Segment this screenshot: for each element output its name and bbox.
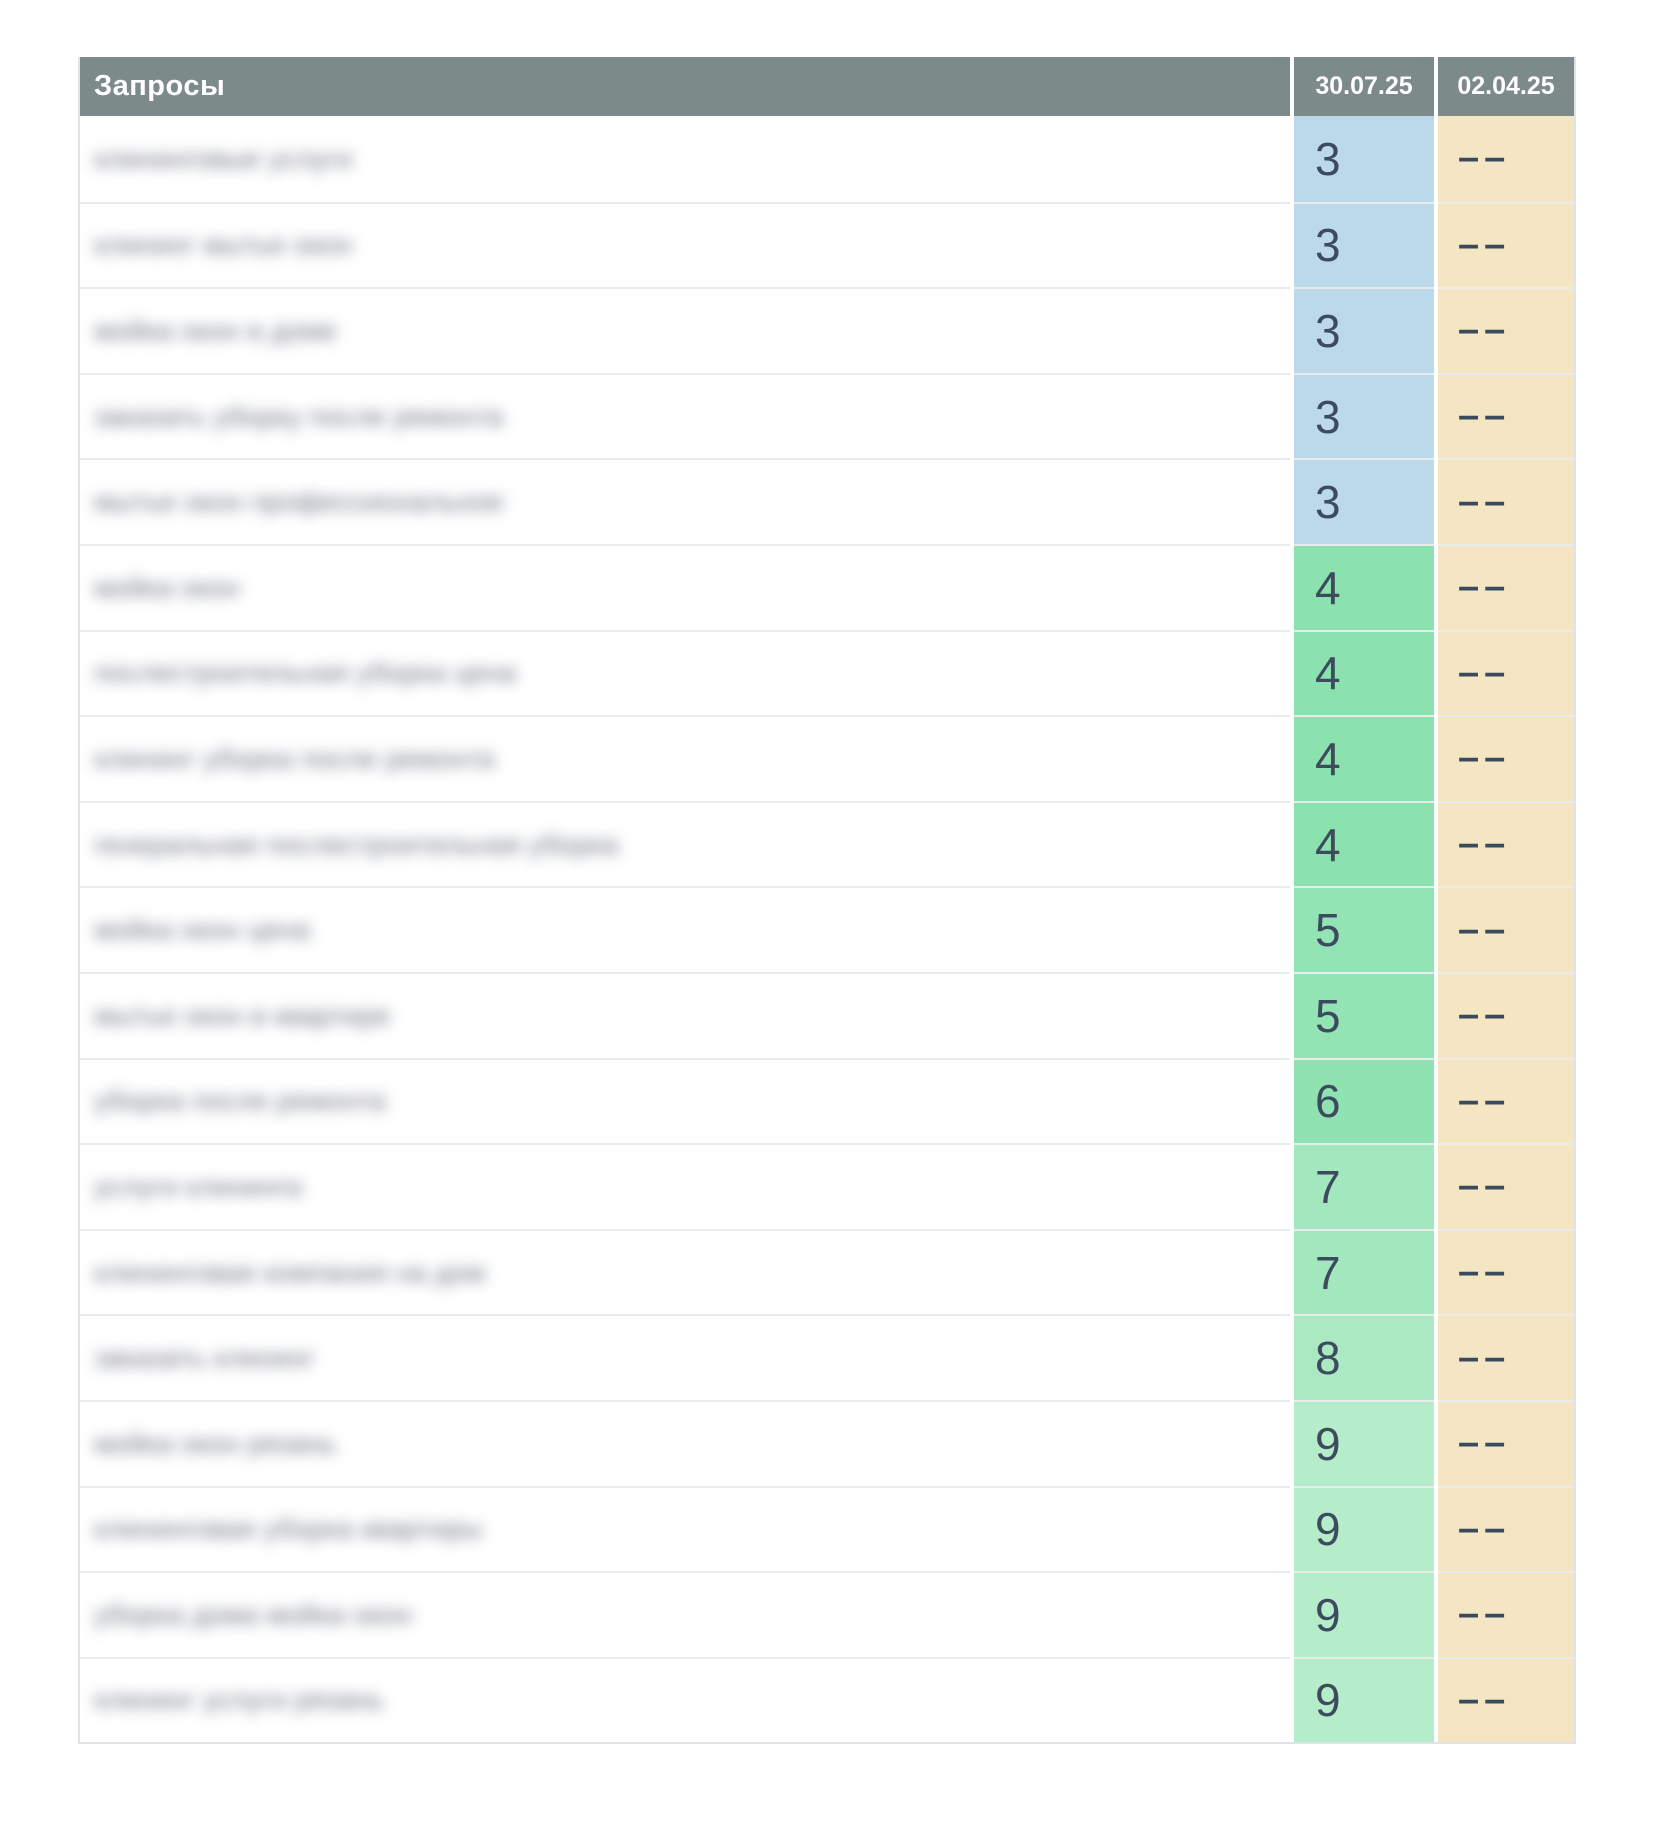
- query-cell: [80, 373, 1290, 459]
- query-cell: [80, 630, 1290, 716]
- table-row: [80, 373, 1574, 459]
- table-row: [80, 116, 1574, 202]
- position-cell-current: [1294, 972, 1434, 1058]
- query-cell: [80, 715, 1290, 801]
- position-cell-current: [1294, 1143, 1434, 1229]
- query-text-blurred: клининговая уборка квартиры: [94, 1513, 483, 1545]
- position-cell-previous: [1438, 972, 1574, 1058]
- table-row: [80, 458, 1574, 544]
- no-data-dashes: ––: [1458, 737, 1511, 780]
- query-text-blurred: клининг уборка после ремонта: [94, 742, 495, 774]
- query-text-blurred: уборка дома мойка окон: [94, 1598, 413, 1630]
- query-text-blurred: клининг услуги рязань: [94, 1684, 384, 1716]
- position-cell-current: [1294, 202, 1434, 288]
- position-cell-current: [1294, 287, 1434, 373]
- position-value: 8: [1315, 1332, 1341, 1385]
- position-value: 3: [1315, 132, 1341, 185]
- position-cell-current: [1294, 1400, 1434, 1486]
- position-cell-current: [1294, 715, 1434, 801]
- position-value: 4: [1315, 561, 1341, 614]
- position-cell-previous: [1438, 630, 1574, 716]
- table-row: [80, 886, 1574, 972]
- queries-column-header: Запросы: [80, 57, 1290, 116]
- position-cell-current: [1294, 630, 1434, 716]
- query-cell: [80, 544, 1290, 630]
- position-cell-previous: [1438, 1229, 1574, 1315]
- position-cell-current: [1294, 1486, 1434, 1572]
- query-text-blurred: уборка после ремонта: [94, 1085, 386, 1117]
- position-cell-previous: [1438, 544, 1574, 630]
- position-cell-current: [1294, 1314, 1434, 1400]
- position-value: 6: [1315, 1075, 1341, 1128]
- position-cell-previous: [1438, 886, 1574, 972]
- table-header: [80, 57, 1574, 116]
- query-cell: [80, 1400, 1290, 1486]
- query-text-blurred: послестроительная уборка цена: [94, 657, 517, 689]
- query-text-blurred: клининг мытье окон: [94, 229, 353, 261]
- table-row: [80, 715, 1574, 801]
- position-cell-previous: [1438, 715, 1574, 801]
- table-row: [80, 1143, 1574, 1229]
- position-cell-current: [1294, 801, 1434, 887]
- position-cell-current: [1294, 373, 1434, 459]
- position-cell-previous: [1438, 1486, 1574, 1572]
- table-body: [80, 116, 1574, 1742]
- table-row: [80, 801, 1574, 887]
- query-text-blurred: мытье окон профессиональное: [94, 486, 504, 518]
- query-cell: [80, 1486, 1290, 1572]
- no-data-dashes: ––: [1458, 309, 1511, 352]
- table-row: [80, 287, 1574, 373]
- table-row: [80, 972, 1574, 1058]
- table-row: [80, 1400, 1574, 1486]
- position-value: 7: [1315, 1160, 1341, 1213]
- query-cell: [80, 202, 1290, 288]
- query-cell: [80, 1571, 1290, 1657]
- query-text-blurred: заказать клининг: [94, 1342, 315, 1374]
- position-cell-previous: [1438, 458, 1574, 544]
- no-data-dashes: ––: [1458, 1165, 1511, 1208]
- table-row: [80, 1314, 1574, 1400]
- position-value: 9: [1315, 1588, 1341, 1641]
- query-text-blurred: мойка окон цена: [94, 914, 310, 946]
- query-cell: [80, 1143, 1290, 1229]
- position-cell-previous: [1438, 801, 1574, 887]
- position-value: 7: [1315, 1246, 1341, 1299]
- no-data-dashes: ––: [1458, 395, 1511, 438]
- position-cell-current: [1294, 1657, 1434, 1743]
- query-text-blurred: генеральная послестроительная уборка: [94, 828, 619, 860]
- no-data-dashes: ––: [1458, 223, 1511, 266]
- position-cell-previous: [1438, 1143, 1574, 1229]
- query-cell: [80, 287, 1290, 373]
- no-data-dashes: ––: [1458, 566, 1511, 609]
- table-row: [80, 202, 1574, 288]
- date-column-header-current: 30.07.25: [1294, 57, 1434, 116]
- query-text-blurred: заказать уборку после ремонта: [94, 400, 504, 432]
- position-cell-current: [1294, 458, 1434, 544]
- no-data-dashes: ––: [1458, 1507, 1511, 1550]
- position-cell-previous: [1438, 1400, 1574, 1486]
- position-value: 9: [1315, 1503, 1341, 1556]
- query-text-blurred: мойка окон рязань: [94, 1427, 337, 1459]
- position-cell-current: [1294, 1229, 1434, 1315]
- query-text-blurred: мытье окон в квартире: [94, 999, 391, 1031]
- table-row: [80, 544, 1574, 630]
- table-row: [80, 1657, 1574, 1743]
- position-value: 4: [1315, 732, 1341, 785]
- position-value: 4: [1315, 818, 1341, 871]
- table-row: [80, 1058, 1574, 1144]
- position-value: 5: [1315, 989, 1341, 1042]
- position-cell-previous: [1438, 1571, 1574, 1657]
- position-value: 5: [1315, 904, 1341, 957]
- no-data-dashes: ––: [1458, 1422, 1511, 1465]
- position-value: 3: [1315, 390, 1341, 443]
- no-data-dashes: ––: [1458, 1678, 1511, 1721]
- position-cell-previous: [1438, 287, 1574, 373]
- position-cell-current: [1294, 1058, 1434, 1144]
- no-data-dashes: ––: [1458, 1251, 1511, 1294]
- no-data-dashes: ––: [1458, 908, 1511, 951]
- query-text-blurred: мойка окон: [94, 571, 240, 603]
- position-value: 4: [1315, 647, 1341, 700]
- position-cell-current: [1294, 544, 1434, 630]
- position-cell-current: [1294, 886, 1434, 972]
- position-value: 9: [1315, 1674, 1341, 1727]
- no-data-dashes: ––: [1458, 994, 1511, 1037]
- position-value: 3: [1315, 219, 1341, 272]
- query-cell: [80, 1058, 1290, 1144]
- query-cell: [80, 458, 1290, 544]
- position-cell-previous: [1438, 116, 1574, 202]
- position-cell-current: [1294, 1571, 1434, 1657]
- position-cell-previous: [1438, 1314, 1574, 1400]
- query-text-blurred: мойка окон в доме: [94, 314, 338, 346]
- query-cell: [80, 886, 1290, 972]
- table-row: [80, 1486, 1574, 1572]
- query-cell: [80, 972, 1290, 1058]
- no-data-dashes: ––: [1458, 1079, 1511, 1122]
- query-cell: [80, 1229, 1290, 1315]
- query-text-blurred: услуги клининга: [94, 1170, 302, 1202]
- query-cell: [80, 801, 1290, 887]
- table-row: [80, 630, 1574, 716]
- no-data-dashes: ––: [1458, 651, 1511, 694]
- position-cell-previous: [1438, 1058, 1574, 1144]
- query-cell: [80, 1314, 1290, 1400]
- position-value: 3: [1315, 476, 1341, 529]
- table-row: [80, 1229, 1574, 1315]
- position-value: 3: [1315, 304, 1341, 357]
- position-cell-previous: [1438, 1657, 1574, 1743]
- no-data-dashes: ––: [1458, 1593, 1511, 1636]
- query-text-blurred: клининговые услуги: [94, 142, 353, 174]
- positions-table: [78, 57, 1576, 1744]
- no-data-dashes: ––: [1458, 1336, 1511, 1379]
- position-cell-previous: [1438, 202, 1574, 288]
- table-row: [80, 1571, 1574, 1657]
- no-data-dashes: ––: [1458, 823, 1511, 866]
- date-column-header-previous: 02.04.25: [1438, 57, 1574, 116]
- no-data-dashes: ––: [1458, 137, 1511, 180]
- query-cell: [80, 116, 1290, 202]
- position-value: 9: [1315, 1417, 1341, 1470]
- position-cell-previous: [1438, 373, 1574, 459]
- no-data-dashes: ––: [1458, 480, 1511, 523]
- query-cell: [80, 1657, 1290, 1743]
- query-text-blurred: клининговая компания на дом: [94, 1256, 486, 1288]
- position-cell-current: [1294, 116, 1434, 202]
